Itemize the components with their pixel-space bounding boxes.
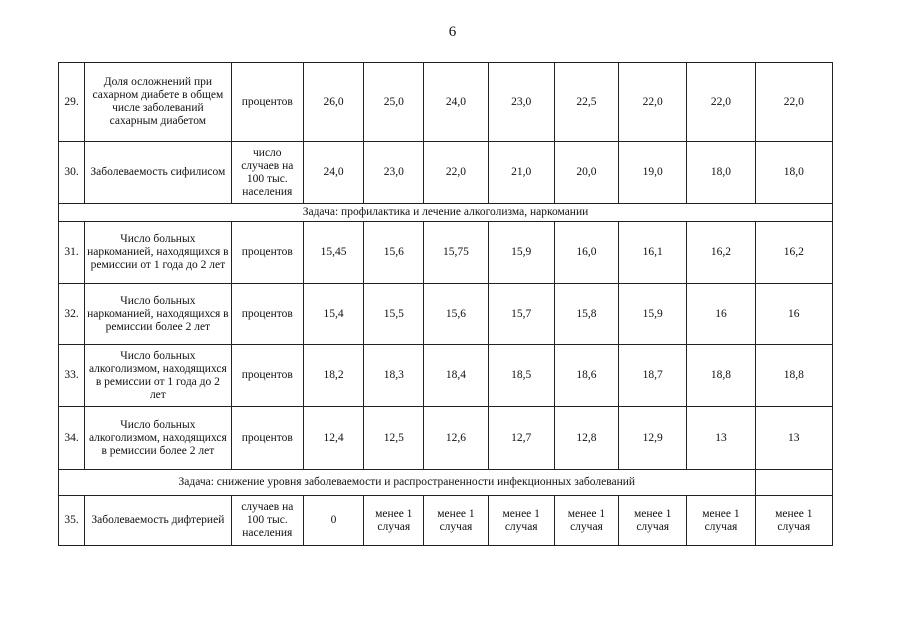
value-cell: 22,0	[687, 63, 755, 142]
value-cell: 18,5	[488, 345, 554, 407]
row-number: 33.	[59, 345, 85, 407]
value-cell: 13	[755, 407, 832, 470]
value-cell: 18,2	[303, 345, 363, 407]
value-cell: 16	[755, 284, 832, 345]
value-cell: 16	[687, 284, 755, 345]
value-cell: 22,0	[619, 63, 687, 142]
value-cell: 15,7	[488, 284, 554, 345]
unit-cell: случаев на 100 тыс. населения	[231, 496, 303, 546]
value-cell: 24,0	[303, 142, 363, 204]
value-cell: 15,6	[424, 284, 488, 345]
value-cell: 12,5	[364, 407, 424, 470]
row-number: 29.	[59, 63, 85, 142]
indicators-table	[58, 62, 833, 546]
row-number: 35.	[59, 496, 85, 546]
value-cell: менее 1 случая	[554, 496, 618, 546]
indicator-name: Число больных алкоголизмом, находящихся в ремиссии более 2 лет	[85, 407, 232, 470]
value-cell: 0	[303, 496, 363, 546]
value-cell: 12,6	[424, 407, 488, 470]
section-row	[59, 204, 833, 222]
unit-cell: процентов	[231, 63, 303, 142]
value-cell: менее 1 случая	[687, 496, 755, 546]
value-cell: 16,1	[619, 222, 687, 284]
value-cell: 19,0	[619, 142, 687, 204]
value-cell: 15,75	[424, 222, 488, 284]
page-number: 6	[448, 24, 457, 40]
indicator-name: Число больных алкоголизмом, находящихся в ремиссии от 1 года до 2 лет	[85, 345, 232, 407]
indicator-name: Число больных наркоманией, находящихся в ремиссии более 2 лет	[85, 284, 232, 345]
value-cell: 15,5	[364, 284, 424, 345]
value-cell: 22,5	[554, 63, 618, 142]
value-cell: 18,4	[424, 345, 488, 407]
value-cell: 18,3	[364, 345, 424, 407]
value-cell: менее 1 случая	[755, 496, 832, 546]
value-cell: 18,6	[554, 345, 618, 407]
value-cell: 12,9	[619, 407, 687, 470]
value-cell: менее 1 случая	[619, 496, 687, 546]
unit-cell: процентов	[231, 222, 303, 284]
indicator-name: Заболеваемость сифилисом	[85, 142, 232, 204]
value-cell: 23,0	[364, 142, 424, 204]
value-cell: 16,2	[755, 222, 832, 284]
value-cell: 24,0	[424, 63, 488, 142]
value-cell: 12,7	[488, 407, 554, 470]
row-number: 32.	[59, 284, 85, 345]
section-heading: Задача: профилактика и лечение алкоголизма, наркомании	[59, 204, 833, 222]
value-cell: 15,4	[303, 284, 363, 345]
value-cell: 18,8	[755, 345, 832, 407]
value-cell: 15,6	[364, 222, 424, 284]
row-number: 30.	[59, 142, 85, 204]
unit-cell: процентов	[231, 407, 303, 470]
table-row	[59, 284, 833, 345]
table-row	[59, 407, 833, 470]
value-cell: 13	[687, 407, 755, 470]
value-cell: менее 1 случая	[364, 496, 424, 546]
value-cell: 18,0	[687, 142, 755, 204]
value-cell: 18,7	[619, 345, 687, 407]
value-cell: 16,0	[554, 222, 618, 284]
value-cell: 18,0	[755, 142, 832, 204]
table-row	[59, 222, 833, 284]
indicator-name: Заболеваемость дифтерией	[85, 496, 232, 546]
indicator-name: Доля осложнений при сахарном диабете в общем числе заболеваний сахарным диабетом	[85, 63, 232, 142]
value-cell: 15,9	[619, 284, 687, 345]
section-heading: Задача: снижение уровня заболеваемости и распространенности инфекционных заболеваний	[59, 470, 756, 496]
value-cell: 18,8	[687, 345, 755, 407]
value-cell: 22,0	[424, 142, 488, 204]
table-row	[59, 142, 833, 204]
value-cell: 23,0	[488, 63, 554, 142]
value-cell: 25,0	[364, 63, 424, 142]
table-row	[59, 496, 833, 546]
indicator-name: Число больных наркоманией, находящихся в ремиссии от 1 года до 2 лет	[85, 222, 232, 284]
section-row	[59, 470, 833, 496]
row-number: 34.	[59, 407, 85, 470]
table-row	[59, 345, 833, 407]
value-cell: 15,9	[488, 222, 554, 284]
value-cell: 20,0	[554, 142, 618, 204]
unit-cell: число случаев на 100 тыс. населения	[231, 142, 303, 204]
table-row	[59, 63, 833, 142]
value-cell: 12,4	[303, 407, 363, 470]
row-number: 31.	[59, 222, 85, 284]
value-cell: 26,0	[303, 63, 363, 142]
value-cell: менее 1 случая	[488, 496, 554, 546]
value-cell: 12,8	[554, 407, 618, 470]
value-cell: 16,2	[687, 222, 755, 284]
value-cell: 15,45	[303, 222, 363, 284]
value-cell: 22,0	[755, 63, 832, 142]
unit-cell: процентов	[231, 284, 303, 345]
value-cell: 15,8	[554, 284, 618, 345]
value-cell: менее 1 случая	[424, 496, 488, 546]
unit-cell: процентов	[231, 345, 303, 407]
empty-cell	[755, 470, 832, 496]
value-cell: 21,0	[488, 142, 554, 204]
